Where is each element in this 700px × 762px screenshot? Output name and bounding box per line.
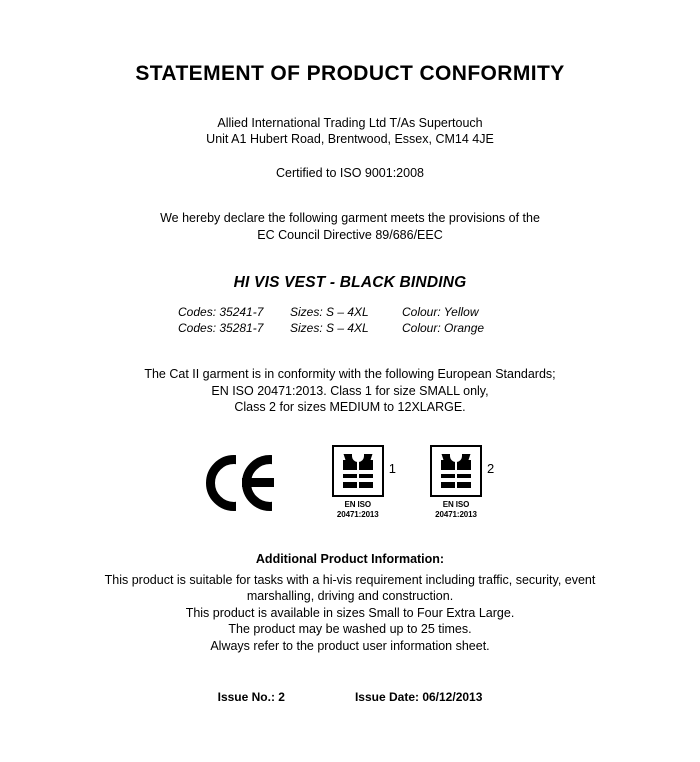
certification-statement: Certified to ISO 9001:2008 — [275, 166, 424, 180]
product-colour: Colour: Orange — [402, 321, 485, 335]
issue-number: Issue No.: 2 — [217, 690, 285, 704]
pictogram-class-number: 2 — [487, 460, 495, 476]
pictogram-standard-line-2: 20471:2013 — [435, 509, 477, 519]
pictogram-standard-line-1: EN ISO — [442, 499, 470, 509]
company-address — [60, 115, 640, 147]
product-sizes: Sizes: S – 4XL — [290, 321, 369, 335]
pictogram-class-1 — [332, 445, 396, 520]
table-row — [60, 320, 640, 336]
additional-info-line-3: This product is available in sizes Small to Four Extra Large. — [185, 605, 515, 620]
product-codes: Codes: 35281-7 — [178, 321, 264, 335]
hi-vis-vest-icon — [332, 445, 384, 497]
pictogram-standard-line-2: 20471:2013 — [336, 509, 379, 519]
additional-info-line-1: This product is suitable for tasks with a hi-vis requirement including traffic, security, event — [104, 572, 596, 587]
product-codes: Codes: 35241-7 — [178, 305, 264, 319]
product-sizes: Sizes: S – 4XL — [290, 305, 369, 319]
pictogram-standard-1 — [332, 500, 384, 520]
product-colour: Colour: Yellow — [402, 305, 479, 319]
additional-info-line-2: marshalling, driving and construction. — [246, 589, 454, 603]
additional-info-line-5: Always refer to the product user information sheet. — [210, 638, 490, 653]
declaration-statement — [60, 210, 640, 244]
product-codes-table — [60, 304, 640, 336]
standards-line-3: Class 2 for sizes MEDIUM to 12XLARGE. — [234, 400, 466, 414]
additional-info-heading: Additional Product Information: — [255, 551, 445, 566]
company-name: Allied International Trading Ltd T/As Supertouch — [217, 116, 483, 130]
company-address-line: Unit A1 Hubert Road, Brentwood, Essex, CM14 4JE — [206, 132, 494, 146]
standards-line-1: The Cat II garment is in conformity with the following European Standards; — [144, 367, 556, 381]
hi-vis-vest-icon — [430, 445, 482, 497]
product-name: HI VIS VEST - BLACK BINDING — [233, 274, 467, 291]
document-page — [0, 62, 700, 762]
declaration-line-1: We hereby declare the following garment meets the provisions of the — [160, 211, 540, 225]
conformity-marks — [60, 445, 640, 520]
ce-mark-icon — [206, 455, 298, 511]
page-title: STATEMENT OF PRODUCT CONFORMITY — [135, 62, 565, 85]
document-footer — [60, 690, 640, 704]
standards-line-2: EN ISO 20471:2013. Class 1 for size SMALL only, — [211, 383, 489, 398]
additional-info-line-4: The product may be washed up to 25 times. — [228, 622, 472, 636]
pictogram-class-2 — [430, 445, 494, 520]
table-row — [60, 304, 640, 320]
additional-info-body — [60, 572, 640, 655]
issue-date: Issue Date: 06/12/2013 — [354, 690, 483, 704]
pictogram-standard-2 — [430, 500, 482, 520]
pictogram-standard-line-1: EN ISO — [344, 499, 372, 509]
declaration-line-2: EC Council Directive 89/686/EEC — [257, 228, 443, 242]
pictogram-class-number: 1 — [388, 460, 396, 476]
standards-statement — [60, 366, 640, 416]
